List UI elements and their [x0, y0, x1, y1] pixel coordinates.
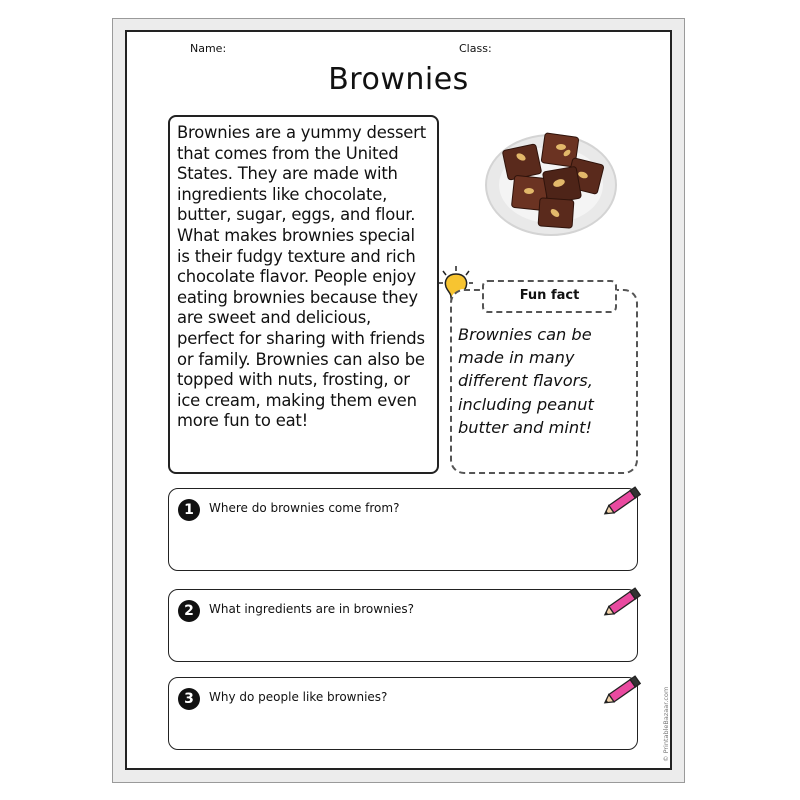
name-label: Name: [190, 42, 227, 55]
question-3-answer-box[interactable] [168, 677, 638, 750]
fun-fact-heading: Fun fact [482, 280, 617, 313]
question-text: Where do brownies come from? [209, 501, 400, 515]
copyright-credit: © PrintableBazaar.com [662, 686, 670, 762]
question-2-answer-box[interactable] [168, 589, 638, 662]
question-number: 3 [178, 688, 200, 710]
brownies-plate-image [483, 125, 619, 239]
reading-passage: Brownies are a yummy dessert that comes from the United States. They are made with ingredients like chocolate, butter, sugar, eggs, and flour. What makes brownies special is their fudgy texture and rich chocolate flavor. People enjoy eating brownies because they are sweet and delicious, perfect for sharing with friends or family. Brownies can also be topped with nuts, frosting, or ice cream, making them even more fun to eat! [168, 115, 439, 474]
pencil-icon [603, 672, 645, 708]
question-text: What ingredients are in brownies? [209, 602, 415, 616]
question-1-answer-box[interactable] [168, 488, 638, 571]
pencil-icon [603, 483, 645, 519]
pencil-icon [603, 584, 645, 620]
fun-fact-text: Brownies can be made in many different flavors, including peanut butter and mint! [458, 325, 594, 437]
question-number: 2 [178, 600, 200, 622]
page-title: Brownies [328, 62, 469, 97]
question-number: 1 [178, 499, 200, 521]
question-text: Why do people like brownies? [209, 690, 388, 704]
class-label: Class: [459, 42, 492, 55]
